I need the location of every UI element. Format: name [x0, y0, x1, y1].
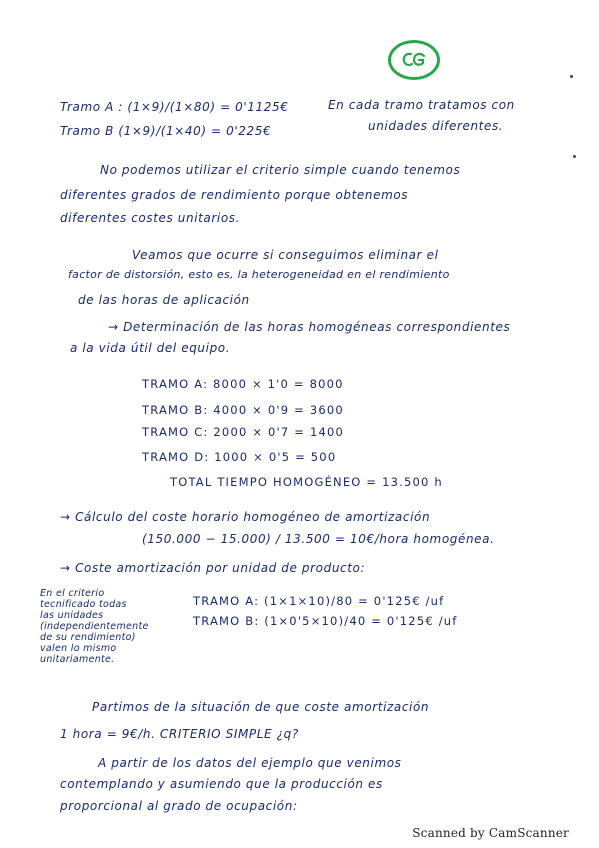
paragraph-line: diferentes costes unitarios.	[60, 211, 241, 225]
margin-dot	[573, 155, 576, 158]
note-units-line-2: unidades diferentes.	[368, 119, 504, 133]
paragraph-line: No podemos utilizar el criterio simple cuando tenemos	[100, 163, 461, 177]
tramo-a-unit-cost: TRAMO A: (1×1×10)/80 = 0'125€ /uf	[193, 594, 445, 608]
paragraph-line: Veamos que ocurre si conseguimos eliminar el	[132, 248, 439, 262]
tramo-c-hours: TRAMO C: 2000 × 0'7 = 1400	[142, 425, 345, 439]
paragraph-line: → Determinación de las horas homogéneas correspondientes	[108, 320, 511, 334]
tramo-a-hours: TRAMO A: 8000 × 1'0 = 8000	[142, 377, 344, 391]
paragraph-line: de las horas de aplicación	[78, 293, 250, 307]
tramo-b-unit-cost: TRAMO B: (1×0'5×10)/40 = 0'125€ /uf	[193, 614, 458, 628]
paragraph-line: Partimos de la situación de que coste amortización	[92, 700, 430, 714]
note-units-line-1: En cada tramo tratamos con	[328, 98, 515, 112]
paragraph-line: A partir de los datos del ejemplo que venimos	[98, 756, 402, 770]
tramo-b-hours: TRAMO B: 4000 × 0'9 = 3600	[142, 403, 344, 417]
paragraph-line: → Cálculo del coste horario homogéneo de amortización	[60, 510, 431, 524]
paragraph-line: (150.000 − 15.000) / 13.500 = 10€/hora homogénea.	[142, 532, 495, 546]
total-homogeneous-time: TOTAL TIEMPO HOMOGÉNEO = 13.500 h	[170, 475, 443, 489]
tramo-d-hours: TRAMO D: 1000 × 0'5 = 500	[142, 450, 337, 464]
scanner-watermark: Scanned by CamScanner	[412, 826, 569, 840]
cg-logo-icon	[399, 49, 429, 71]
paragraph-line: → Coste amortización por unidad de producto:	[60, 561, 366, 575]
paragraph-line: factor de distorsión, esto es, la heterogeneidad en el rendimiento	[68, 268, 450, 281]
paragraph-line: diferentes grados de rendimiento porque obtenemos	[60, 188, 409, 202]
tramo-a-rate: Tramo A : (1×9)/(1×80) = 0'1125€	[60, 100, 289, 114]
paragraph-line: 1 hora = 9€/h. CRITERIO SIMPLE ¿q?	[60, 727, 299, 741]
margin-note: En el criterio tecnificado todas las unidades (independientemente de su rendimiento) valen lo mismo unitariamente.	[40, 588, 149, 665]
paragraph-line: contemplando y asumiendo que la producción es	[60, 777, 383, 791]
paragraph-line: a la vida útil del equipo.	[70, 341, 231, 355]
paragraph-line: proporcional al grado de ocupación:	[60, 799, 298, 813]
margin-dot	[570, 75, 573, 78]
tramo-b-rate: Tramo B (1×9)/(1×40) = 0'225€	[60, 124, 272, 138]
green-circle-logo	[388, 40, 440, 80]
